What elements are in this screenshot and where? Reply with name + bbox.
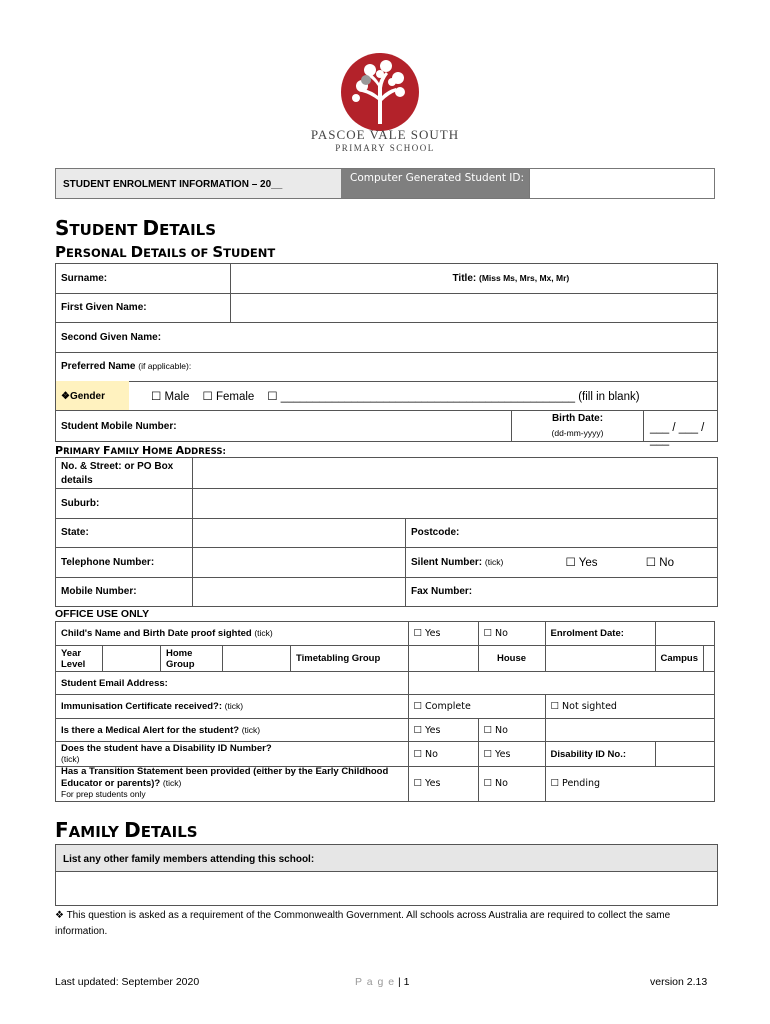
disability-no-checkbox[interactable]: ☐ No	[408, 742, 478, 767]
transition-no-checkbox[interactable]: ☐ No	[478, 767, 545, 802]
enrolment-date-label: Enrolment Date:	[545, 622, 655, 646]
family-details-heading: FAMILY DETAILS	[55, 818, 198, 842]
version: version 2.13	[650, 976, 708, 988]
last-updated: Last updated: September 2020	[55, 976, 200, 988]
transition-yes-checkbox[interactable]: ☐ Yes	[408, 767, 478, 802]
medical-blank	[545, 719, 714, 742]
medical-yes-checkbox[interactable]: ☐ Yes	[408, 719, 478, 742]
tree-logo	[340, 52, 420, 132]
transition-pending-checkbox[interactable]: ☐ Pending	[545, 767, 714, 802]
campus-field[interactable]	[704, 646, 715, 672]
second-name-label: Second Given Name:	[56, 323, 231, 353]
gender-male-checkbox[interactable]: ☐ Male	[151, 390, 190, 403]
gender-row	[55, 381, 718, 411]
state-label: State:	[56, 518, 193, 548]
page-number: P a g e | 1	[355, 976, 410, 988]
disability-id-field[interactable]	[655, 742, 714, 767]
enrolment-date-field[interactable]	[655, 622, 714, 646]
silent-no-checkbox[interactable]: ☐ No	[645, 557, 674, 570]
mobile-birth-row	[55, 410, 718, 446]
surname-field[interactable]	[231, 264, 448, 294]
commonwealth-note: ❖ This question is asked as a requirement of the Commonwealth Government. All schools across Australia are required to collect the same information.	[55, 910, 671, 937]
fax-label: Fax Number:	[406, 577, 718, 607]
proof-yes-checkbox[interactable]: ☐ Yes	[408, 622, 478, 646]
suburb-label: Suburb:	[56, 489, 193, 519]
student-email-field[interactable]	[408, 672, 714, 695]
first-name-field[interactable]	[231, 293, 718, 323]
mobile-label: Mobile Number:	[56, 577, 193, 607]
home-group-field[interactable]	[223, 646, 291, 672]
suburb-field[interactable]	[193, 489, 718, 519]
street-field[interactable]	[193, 458, 718, 489]
timetabling-group-label: Timetabling Group	[291, 646, 409, 672]
disability-label: Does the student have a Disability ID Number? (tick)	[56, 742, 409, 767]
state-field[interactable]	[193, 518, 406, 548]
student-details-heading: STUDENT DETAILS	[55, 216, 217, 240]
title-label: Title: (Miss Ms, Mrs, Mx, Mr)	[448, 264, 718, 294]
year-level-label: Year Level	[56, 646, 103, 672]
student-mobile-label: Student Mobile Number:	[61, 421, 177, 432]
enrolment-header	[55, 168, 715, 199]
gender-other-checkbox[interactable]: ☐ ______________________________________________ (fill in blank)	[267, 390, 640, 403]
disability-id-label: Disability ID No.:	[545, 742, 655, 767]
silent-number-options	[561, 548, 718, 578]
immunisation-complete-checkbox[interactable]: ☐ Complete	[408, 695, 545, 719]
house-field[interactable]	[545, 646, 655, 672]
surname-label: Surname:	[56, 264, 231, 294]
first-name-label: First Given Name:	[56, 293, 231, 323]
street-label: No. & Street: or PO Box details	[56, 458, 193, 489]
disability-yes-checkbox[interactable]: ☐ Yes	[478, 742, 545, 767]
gender-female-checkbox[interactable]: ☐ Female	[202, 390, 255, 403]
house-label: House	[478, 646, 545, 672]
silent-yes-checkbox[interactable]: ☐ Yes	[565, 557, 598, 570]
student-id-field[interactable]	[529, 169, 714, 198]
birth-date-field[interactable]: ___ / ___ / ___	[643, 411, 717, 441]
telephone-field[interactable]	[193, 548, 406, 578]
family-members-field[interactable]	[55, 871, 718, 906]
preferred-name-label: Preferred Name (if applicable):	[56, 352, 231, 382]
transition-label: Has a Transition Statement been provided (either by the Early Childhood Educator or parents)? (tick) For prep students only	[56, 767, 409, 802]
personal-details-table	[55, 263, 718, 382]
birth-date-label-cell: Birth Date: (dd-mm-yyyy)	[511, 411, 643, 441]
enrolment-title: STUDENT ENROLMENT INFORMATION – 20__	[63, 179, 283, 190]
campus-label: Campus	[655, 646, 703, 672]
silent-number-label: Silent Number: (tick)	[406, 548, 561, 578]
school-subtitle: PRIMARY SCHOOL	[335, 143, 435, 153]
second-name-field[interactable]	[231, 323, 718, 353]
medical-alert-label: Is there a Medical Alert for the student? (tick)	[56, 719, 409, 742]
postcode-label: Postcode:	[406, 518, 718, 548]
office-use-table	[55, 621, 715, 802]
proof-label: Child's Name and Birth Date proof sighted (tick)	[56, 622, 409, 646]
home-group-label: Home Group	[161, 646, 223, 672]
primary-address-heading: PRIMARY FAMILY HOME ADDRESS:	[55, 444, 226, 457]
mobile-field[interactable]	[193, 577, 406, 607]
gender-label: ❖Gender	[56, 381, 129, 410]
timetabling-group-field[interactable]	[408, 646, 478, 672]
immunisation-not-sighted-checkbox[interactable]: ☐ Not sighted	[545, 695, 714, 719]
school-name: PASCOE VALE SOUTH	[310, 127, 460, 142]
office-use-heading: OFFICE USE ONLY	[55, 608, 150, 620]
student-email-label: Student Email Address:	[56, 672, 409, 695]
address-table	[55, 457, 718, 607]
year-level-field[interactable]	[103, 646, 161, 672]
proof-no-checkbox[interactable]: ☐ No	[478, 622, 545, 646]
telephone-label: Telephone Number:	[56, 548, 193, 578]
family-members-label: List any other family members attending this school:	[55, 844, 718, 872]
personal-details-heading: PERSONAL DETAILS OF STUDENT	[55, 243, 276, 261]
preferred-name-field[interactable]	[231, 352, 718, 382]
student-id-label: Computer Generated Student ID:	[341, 169, 529, 198]
immunisation-label: Immunisation Certificate received?: (tick)	[56, 695, 409, 719]
medical-no-checkbox[interactable]: ☐ No	[478, 719, 545, 742]
